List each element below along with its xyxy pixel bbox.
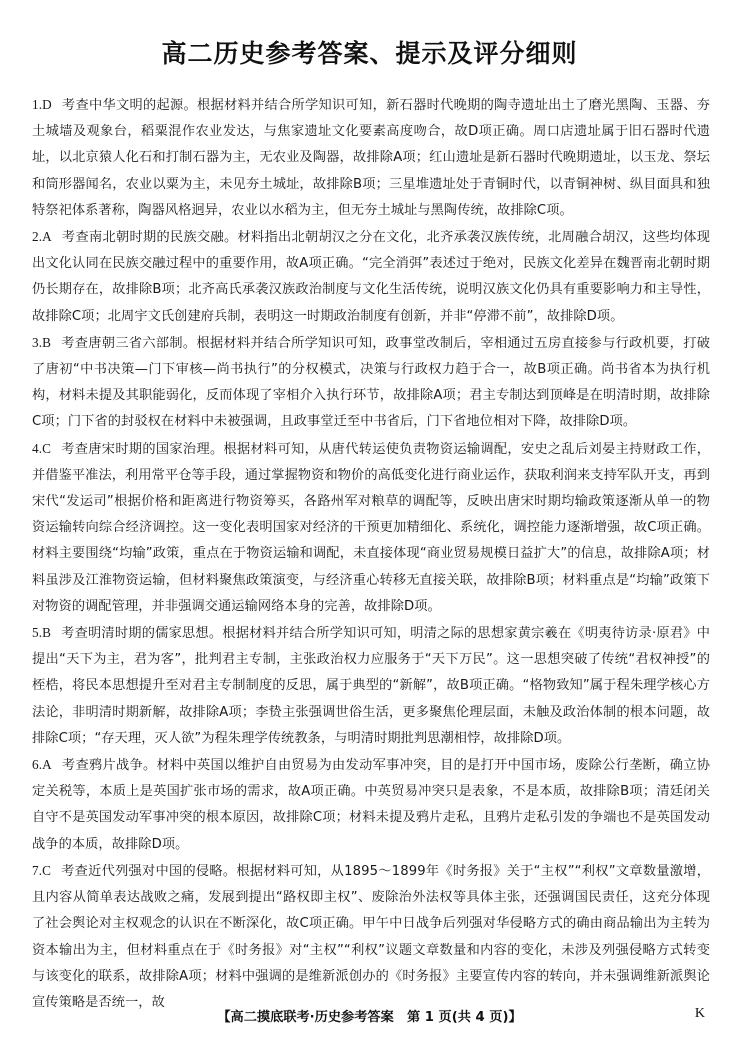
item-answer: A — [42, 757, 52, 773]
footer-version-letter: K — [694, 1006, 705, 1021]
item-answer: C — [42, 440, 51, 456]
item-explanation: 考查唐朝三省六部制。根据材料并结合所学知识可知，政事堂改制后，宰相通过五房直接参与行政机要，打破了唐初“中书决策—门下审核—尚书执行”的分权模式，决策与行政权力趋于合一，故B项正确。尚书省本为执行机构，材料未提及其职能弱化，反而体现了宰相介入执行环节，故排除A项；君主专制达到顶峰是在明清时期，故排除C项；门下省的封驳权在材料中未被强调，且政事堂迁至中书省后，门下省地位相对下降，故排除D项。 — [32, 335, 710, 430]
item-number: 1. — [32, 97, 43, 112]
answer-item-6 — [32, 752, 710, 858]
answer-item-3 — [32, 330, 710, 436]
item-answer: C — [42, 862, 51, 878]
answer-item-2 — [32, 224, 710, 330]
answer-item-5 — [32, 620, 710, 752]
item-number: 7. — [32, 862, 43, 878]
item-number: 3. — [32, 334, 43, 350]
answer-item-1 — [32, 92, 710, 224]
item-explanation: 考查近代列强对中国的侵略。根据材料可知，从1895～1899年《时务报》关于“主权”“利权”文章数量激增，且内容从简单表达战败之痛，发展到提出“路权即主权”、废除治外法权等具体主张，还强调国民责任，这充分体现了社会舆论对主权观念的认识在不断深化，故C项正确。甲午中日战争后列强对华侵略方式的确由商品输出为主转为资本输出为主，但材料重点在于《时务报》对“主权”“利权”议题文章数量和内容的变化，未涉及列强侵略方式转变与该变化的联系，故排除A项；材料中强调的是维新派创办的《时务报》主要宣传内容的转向，并未强调维新派舆论宣传策略是否统一，故 — [32, 863, 710, 1010]
item-number: 6. — [32, 757, 43, 773]
item-answer: B — [42, 625, 51, 641]
item-answer: D — [42, 97, 52, 112]
item-number: 5. — [32, 625, 43, 641]
page-footer — [0, 1006, 739, 1025]
item-explanation: 考查中华文明的起源。根据材料并结合所学知识可知，新石器时代晚期的陶寺遗址出土了磨光黑陶、玉器、夯土城墙及观象台，稻粟混作农业发达，与焦家遗址文化要素高度吻合，故D项正确。周口店遗址属于旧石器时代遗址，以北京猿人化石和打制石器为主，无农业及陶器，故排除A项；红山遗址是新石器时代晚期遗址，以玉龙、祭坛和筒形器闻名，农业以粟为主，未见夯土城址，故排除B项；三星堆遗址处于青铜时代，以青铜神树、纵目面具和独特祭祀体系著称，陶器风格迥异，农业以水稻为主，但无夯土城址与黑陶传统，故排除C项。 — [32, 98, 710, 218]
page-title: 高二历史参考答案、提示及评分细则 — [161, 39, 578, 68]
item-explanation: 考查鸦片战争。材料中英国以维护自由贸易为由发动军事冲突，目的是打开中国市场，废除公行垄断，确立协定关税等，本质上是英国扩张市场的需求，故A项正确。中英贸易冲突只是表象，不是本质，故排除B项；清廷闭关自守不是英国发动军事冲突的根本原因，故排除C项；材料未提及鸦片走私，且鸦片走私引发的争端也不是英国发动战争的本质，故排除D项。 — [32, 758, 710, 852]
item-explanation: 考查南北朝时期的民族交融。材料指出北朝胡汉之分在文化，北齐承袭汉族传统，北周融合胡汉，这些均体现出文化认同在民族交融过程中的重要作用，故A项正确。“完全消弭”表述过于绝对，民族文化差异在魏晋南北朝时期仍长期存在，故排除B项；北齐高氏承袭汉族政治制度与文化生活传统，说明汉族文化仍具有重要影响力和主导性，故排除C项；北周宇文氏创建府兵制，表明这一时期政治制度有创新，并非“停滞不前”，故排除D项。 — [32, 230, 710, 324]
answer-item-7 — [32, 858, 710, 1016]
answer-item-4 — [32, 436, 710, 620]
item-answer: B — [42, 334, 51, 350]
item-explanation: 考查明清时期的儒家思想。根据材料并结合所学知识可知，明清之际的思想家黄宗羲在《明夷待访录·原君》中提出“天下为主，君为客”，批判君主专制，主张政治权力应服务于“天下万民”。这一思想突破了传统“君权神授”的桎梏，将民本思想提升至对君主专制制度的反思，属于典型的“新解”，故B项正确。“格物致知”属于程朱理学核心方法论，非明清时期新解，故排除A项；李贽主张强调世俗生活，更多聚焦伦理层面，未触及政治体制的根本问题，故排除C项；“存天理，灭人欲”为程朱理学传统教条，与明清时期批判思潮相悖，故排除D项。 — [32, 626, 710, 746]
answer-list — [32, 92, 710, 1016]
footer-text: 【高二摸底联考·历史参考答案 第 1 页(共 4 页)】 — [217, 1010, 522, 1025]
item-number: 4. — [32, 440, 43, 456]
item-explanation: 考查唐宋时期的国家治理。根据材料可知，从唐代转运使负责物资运输调配，安史之乱后刘晏主持财政工作，并借鉴平准法，利用常平仓等手段，通过掌握物资和物价的高低变化进行商业运作，获取利润来支持军队开支，再到宋代“发运司”根据价格和距离进行物资筹买，各路州军对粮草的调配等，反映出唐宋时期均输政策逐渐从单一的物资运输转向综合经济调控。这一变化表明国家对经济的干预更加精细化、系统化，调控能力逐渐增强，故C项正确。材料主要围绕“均输”政策，重点在于物资运输和调配，未直接体现“商业贸易规模日益扩大”的信息，故排除A项；材料虽涉及江淮物资运输，但材料聚焦政策演变，与经济重心转移无直接关联，故排除B项；材料重点是“均输”政策下对物资的调配管理，并非强调交通运输网络本身的完善，故排除D项。 — [32, 441, 710, 614]
item-number: 2. — [32, 229, 43, 245]
item-answer: A — [42, 229, 52, 245]
